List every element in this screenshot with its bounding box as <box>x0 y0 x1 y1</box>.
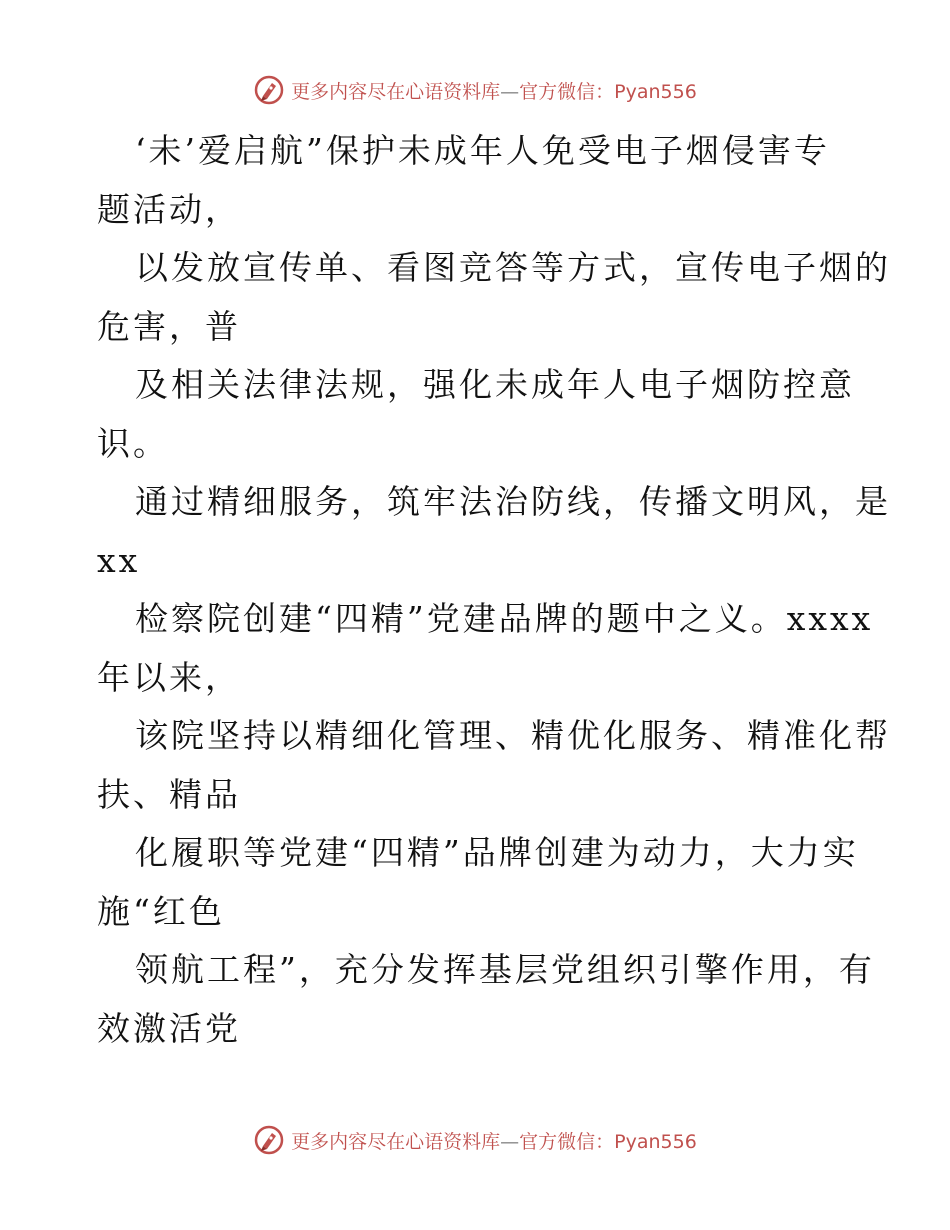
pen-nib-logo-icon <box>253 74 285 106</box>
pen-nib-logo-icon <box>253 1124 285 1156</box>
watermark-text: 更多内容尽在心语资料库—官方微信：Pyan556 <box>291 1130 697 1153</box>
text-line: 危害，普 <box>97 306 241 346</box>
text-line: 效激活党 <box>97 1008 241 1048</box>
text-line: 年以来， <box>97 657 241 697</box>
text-line: 以发放宣传单、看图竞答等方式，宣传电子烟的 <box>135 248 891 287</box>
text-line: 及相关法律法规，强化未成年人电子烟防控意 <box>135 365 855 404</box>
footer-watermark <box>0 1120 950 1160</box>
text-line: 检察院创建“四精”党建品牌的题中之义。xxxx <box>135 599 874 638</box>
document-body <box>97 122 891 1058</box>
text-line: 通过精细服务，筑牢法治防线，传播文明风，是 <box>135 482 891 521</box>
text-line: ‘未’爱启航”保护未成年人免受电子烟侵害专 <box>135 131 830 170</box>
text-line: 化履职等党建“四精”品牌创建为动力，大力实 <box>135 833 859 872</box>
text-line: 领航工程”，充分发挥基层党组织引擎作用，有 <box>135 950 875 989</box>
text-line: 施“红色 <box>97 891 225 931</box>
text-line: 识。 <box>97 423 169 463</box>
text-line: 题活动， <box>97 189 241 229</box>
watermark-text: 更多内容尽在心语资料库—官方微信：Pyan556 <box>291 80 697 103</box>
text-line: xx <box>97 540 141 580</box>
text-line: 该院坚持以精细化管理、精优化服务、精准化帮 <box>135 716 891 755</box>
text-line: 扶、精品 <box>97 774 241 814</box>
header-watermark <box>0 70 950 110</box>
